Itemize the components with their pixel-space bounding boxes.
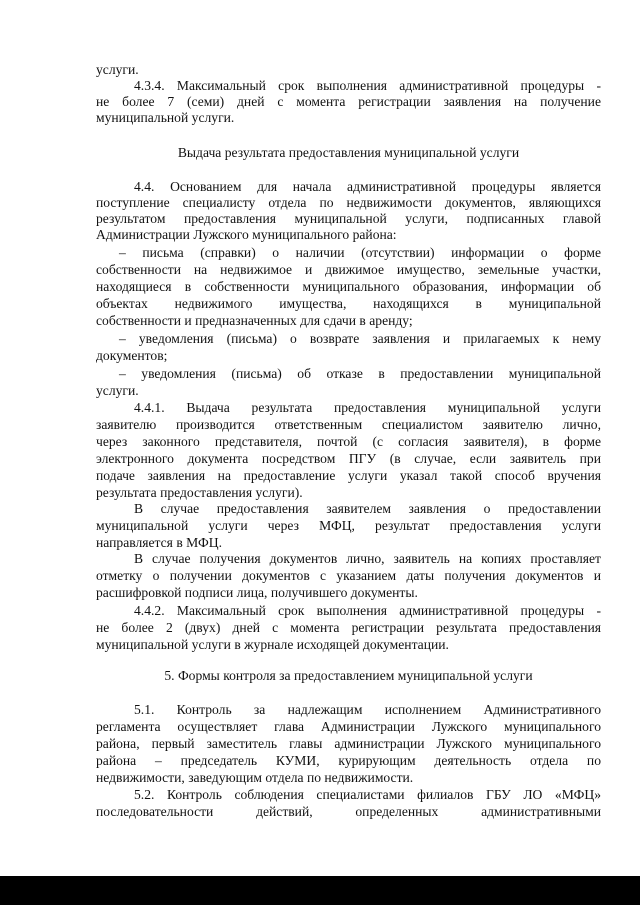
text-line: направляется в МФЦ.	[96, 535, 223, 550]
list-item: – уведомления (письма) об отказе в предоставлении муниципальной	[119, 366, 601, 381]
text-line: собственности на недвижимое и движимое имущество, земельные участки,	[96, 262, 601, 277]
text-line: муниципальной услуги через МФЦ, результат предоставления услуги	[96, 518, 601, 533]
text-line: отметку о получении документов с указанием даты получения документов и	[96, 568, 601, 583]
text-line: услуги.	[96, 62, 139, 77]
text-line: документов;	[96, 348, 168, 363]
text-line: 5.1. Контроль за надлежащим исполнением Административного	[134, 702, 601, 717]
text-line: результата предоставления услуги).	[96, 485, 303, 500]
text-line: результатом предоставления муниципальной услуги, подписанных главой	[96, 211, 601, 226]
text-line: Администрации Лужского муниципального района:	[96, 227, 397, 242]
text-line: 5.2. Контроль соблюдения специалистами филиалов ГБУ ЛО «МФЦ»	[134, 787, 601, 802]
text-line: заявителю производится ответственным специалистом заявителю лично,	[96, 417, 601, 432]
text-line: В случае получения документов лично, заявитель на копиях проставляет	[134, 551, 601, 566]
text-line: собственности и предназначенных для сдачи в аренду;	[96, 313, 413, 328]
text-line: объектах недвижимого имущества, находящихся в муниципальной	[96, 296, 601, 311]
section-heading: 5. Формы контроля за предоставлением муниципальной услуги	[164, 668, 533, 683]
text-line: 4.4.1. Выдача результата предоставления муниципальной услуги	[134, 400, 601, 415]
scan-bottom-border	[0, 876, 640, 905]
text-line: подаче заявления на предоставление услуги указал такой способ вручения	[96, 468, 601, 483]
text-line: последовательности действий, определенных административными	[96, 804, 601, 819]
list-item: – уведомления (письма) о возврате заявления и прилагаемых к нему	[119, 331, 601, 346]
text-line: находящиеся в собственности муниципального образования, информации об	[96, 279, 601, 294]
text-line: недвижимости, заведующим отдела по недвижимости.	[96, 770, 414, 785]
text-line: района – председатель КУМИ, курирующим деятельность отдела по	[96, 753, 601, 768]
text-line: расшифровкой подписи лица, получившего документы.	[96, 585, 418, 600]
text-line: 4.4. Основанием для начала административной процедуры является	[134, 179, 601, 194]
text-line: регламента осуществляет глава Администрации Лужского муниципального	[96, 719, 601, 734]
text-line: района, первый заместитель главы администрации Лужского муниципального	[96, 736, 601, 751]
section-heading: Выдача результата предоставления муниципальной услуги	[177, 145, 520, 160]
text-line: муниципальной услуги.	[96, 110, 235, 125]
text-line: В случае предоставления заявителем заявления о предоставлении	[134, 501, 601, 516]
text-line: 4.3.4. Максимальный срок выполнения административной процедуры -	[134, 78, 601, 93]
text-line: муниципальной услуги в журнале исходящей документации.	[96, 637, 449, 652]
text-line: поступление специалисту отдела по недвижимости документов, являющихся	[96, 195, 601, 210]
list-item: – письма (справки) о наличии (отсутствии) информации о форме	[119, 245, 601, 260]
text-line: услуги.	[96, 383, 139, 398]
text-line: через законного представителя, почтой (с согласия заявителя), в форме	[96, 434, 601, 449]
text-line: 4.4.2. Максимальный срок выполнения административной процедуры -	[134, 603, 601, 618]
text-line: не более 7 (семи) дней с момента регистрации заявления на получение	[96, 94, 601, 109]
text-line: электронного документа посредством ПГУ (в случае, если заявитель при	[96, 451, 601, 466]
text-line: не более 2 (двух) дней с момента регистрации результата предоставления	[96, 620, 601, 635]
